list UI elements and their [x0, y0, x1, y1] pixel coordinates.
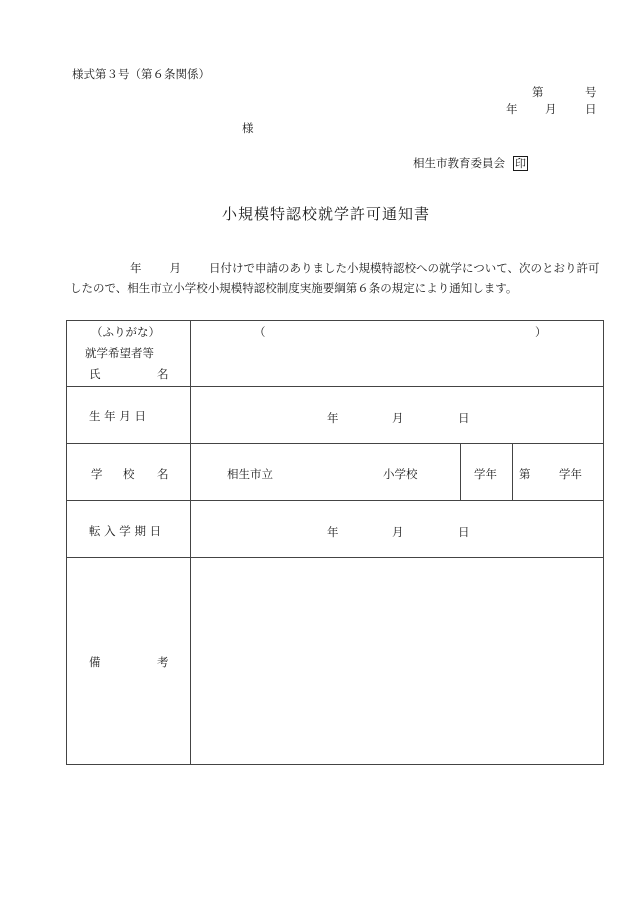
birthdate-label: 生 年 月 日: [89, 409, 146, 423]
body-paragraph: [70, 258, 605, 298]
doc-number-suffix: 号: [585, 85, 597, 99]
remarks-label-a: 備: [89, 655, 101, 669]
header-date-month: 月: [545, 102, 557, 116]
header-date-day: 日: [585, 102, 597, 116]
applicant-label: 就学希望者等: [85, 346, 154, 360]
birth-month: 月: [392, 411, 404, 425]
grade-suffix: 学年: [559, 467, 582, 481]
name-label-a: 氏: [89, 367, 101, 381]
addressee-suffix: 様: [242, 121, 254, 135]
grade-value-divider: [512, 443, 513, 500]
body-text: 日付けで申請のありました小規模特認校への就学について、次のとおり許可したので、相生市立小学校小規模特認校制度実施要綱第６条の規定により通知します。: [70, 261, 600, 295]
transfer-day: 日: [458, 525, 470, 539]
school-label-c: 名: [157, 467, 169, 481]
issuer-name: 相生市教育委員会: [413, 156, 505, 170]
birth-day: 日: [458, 411, 470, 425]
birth-year: 年: [327, 411, 339, 425]
grade-header-divider: [460, 443, 461, 500]
furigana-label: （ふりがな）: [91, 325, 160, 339]
doc-number-prefix: 第: [532, 85, 544, 99]
application-form-table: [66, 320, 604, 765]
furigana-close-paren: ）: [535, 325, 547, 339]
table-divider: [67, 386, 603, 387]
body-date-month: 月: [169, 261, 181, 275]
form-number: 様式第３号（第６条関係）: [72, 67, 210, 81]
furigana-open-paren: （: [254, 325, 266, 339]
document-title: 小規模特認校就学許可通知書: [222, 205, 431, 223]
school-suffix: 小学校: [383, 467, 418, 481]
remarks-label-b: 考: [157, 655, 169, 669]
grade-header: 学年: [474, 467, 497, 481]
header-date-year: 年: [506, 102, 518, 116]
school-prefix: 相生市立: [227, 467, 273, 481]
issuer: [413, 155, 528, 171]
body-date-year: 年: [130, 261, 142, 275]
table-divider: [67, 500, 603, 501]
seal-mark: 印: [515, 157, 526, 170]
table-divider: [67, 557, 603, 558]
school-label-a: 学: [91, 467, 103, 481]
transfer-month: 月: [392, 525, 404, 539]
school-label-b: 校: [123, 467, 135, 481]
label-column-divider: [190, 321, 191, 764]
transfer-date-label: 転 入 学 期 日: [89, 524, 162, 538]
grade-prefix: 第: [519, 467, 531, 481]
name-label-b: 名: [157, 367, 169, 381]
table-divider: [67, 443, 603, 444]
transfer-year: 年: [327, 525, 339, 539]
